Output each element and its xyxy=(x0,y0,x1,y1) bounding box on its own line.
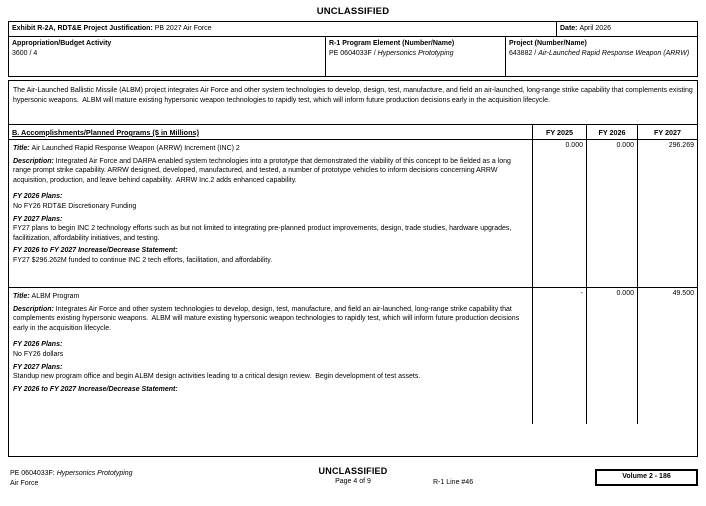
description-label: Description: xyxy=(13,305,56,313)
fy2027-plans xyxy=(13,215,528,244)
title-text: Air Launched Rapid Response Weapon (ARRW) Increment (INC) 2 xyxy=(31,145,240,152)
program-title xyxy=(13,292,528,302)
page-number: Page 4 of 9 xyxy=(335,477,371,485)
pe-number: PE 0604033F / xyxy=(329,49,378,57)
accomplishments-table xyxy=(8,80,698,457)
incdec-text: FY27 $296.262M funded to continue INC 2 tech efforts, facilitation, and affordability. xyxy=(13,256,273,264)
classification-text: UNCLASSIFIED xyxy=(316,6,390,17)
value-fy2025: - xyxy=(532,288,586,424)
value-fy2025: 0.000 xyxy=(532,140,586,287)
page-footer xyxy=(8,467,698,497)
project-label: Project (Number/Name) xyxy=(509,40,587,47)
title-label: Title: xyxy=(13,145,32,152)
value-fy2026: 0.000 xyxy=(586,140,637,287)
fy2026-plans xyxy=(13,192,528,211)
program-description xyxy=(13,157,528,186)
title-text: ALBM Program xyxy=(31,293,80,300)
footer-service: Air Force xyxy=(10,479,39,487)
exhibit-value: PB 2027 Air Force xyxy=(154,25,212,32)
fy2026-plans-label: FY 2026 Plans: xyxy=(13,341,63,349)
project-overview-text: The Air-Launched Ballistic Missile (ALBM) project integrates Air Force and other system technologies to develop, design, test, manufacture, and field an air-launched, long-range strike capability that complements existing hypersonic weapons. ALBM will mature existing hypersonic weapon technologies to rapidly test, which will inform future production decisions early in the acquisition lifecycle. xyxy=(13,87,695,104)
project-name: Air-Launched Rapid Response Weapon (ARRW) xyxy=(538,49,690,57)
section-header-cell xyxy=(9,125,532,139)
column-header-fy2027: FY 2027 xyxy=(637,125,697,139)
title-label: Title: xyxy=(13,293,32,300)
description-text: Integrates Air Force and other system technologies to develop, design, test, manufacture, and field an air-launched, long-range strike capability that complements existing hypersonic weapons. ALBM will mature existing hypersonic weapon technologies to rapidly test, which will inform future production decisions early in the acquisition lifecycle. xyxy=(13,305,522,332)
fy2027-plans-text: Standup new program office and begin ALBM design activities leading to a critical design review. Begin development of test assets. xyxy=(13,373,421,381)
fy2027-plans-text: FY27 plans to begin INC 2 technology efforts such as but not limited to integrating pre-planned product improvements, design, trade studies, hardware upgrades, facilitization, affordability initiatives, and testing. xyxy=(13,225,514,242)
volume-page-box: Volume 2 - 186 xyxy=(595,469,698,486)
project-value xyxy=(509,49,694,59)
incdec-label: FY 2026 to FY 2027 Increase/Decrease Statement: xyxy=(13,385,178,393)
footer-pe-name: Hypersonics Prototyping xyxy=(56,470,133,477)
fy2027-plans-label: FY 2027 Plans: xyxy=(13,363,63,371)
description-text: Integrated Air Force and DARPA enabled system technologies into a prototype that demonstrated the viability of this concept to be fielded as a long range prompt strike capability. ARRW designed, developed, manufactured, and tested, a number of prototype vehicles to inform decisions concerning ARRW acquisition, production, and leave behind capability. ARRW Inc.2 adds enhanced capability. xyxy=(13,157,513,184)
appropriation-header-table xyxy=(8,36,698,77)
value-fy2027: 49.500 xyxy=(637,288,697,424)
program-description xyxy=(13,305,528,334)
exhibit-label: Exhibit R-2A, RDT&E Project Justification: xyxy=(12,25,155,32)
table-header-row xyxy=(9,125,697,140)
date-value: April 2026 xyxy=(579,25,611,32)
fy2026-plans-label: FY 2026 Plans: xyxy=(13,193,63,201)
program-title xyxy=(13,144,528,154)
program-albm-narrative xyxy=(9,288,532,424)
exhibit-header-table xyxy=(8,21,698,37)
appropriation-label: Appropriation/Budget Activity xyxy=(12,40,112,47)
project-overview-row xyxy=(9,81,697,125)
appropriation-cell xyxy=(9,37,326,76)
r1-line-number: R-1 Line #46 xyxy=(433,479,474,486)
exhibit-title-cell xyxy=(9,22,557,36)
column-header-fy2025: FY 2025 xyxy=(532,125,586,139)
date-cell xyxy=(557,22,697,36)
date-label: Date: xyxy=(560,25,580,32)
project-number: 643882 / xyxy=(509,49,539,57)
classification-banner-bottom: UNCLASSIFIED xyxy=(318,466,388,476)
fy2026-plans-text: No FY26 RDT&E Discretionary Funding xyxy=(13,202,137,210)
table-blank-area xyxy=(9,424,697,456)
fy2026-plans-text: No FY26 dollars xyxy=(13,350,64,358)
program-element-value xyxy=(329,49,502,59)
increase-decrease-statement xyxy=(13,385,528,395)
incdec-label: FY 2026 to FY 2027 Increase/Decrease Statement: xyxy=(13,247,178,255)
pe-name: Hypersonics Prototyping xyxy=(377,49,454,57)
description-label: Description: xyxy=(13,157,56,165)
program-row-arrw xyxy=(9,140,697,288)
program-element-cell xyxy=(326,37,506,76)
increase-decrease-statement xyxy=(13,246,528,265)
fy2027-plans-label: FY 2027 Plans: xyxy=(13,215,63,223)
appropriation-value: 3600 / 4 xyxy=(12,49,38,57)
fy2027-plans xyxy=(13,363,528,382)
value-fy2027: 296.269 xyxy=(637,140,697,287)
project-cell xyxy=(506,37,697,76)
section-header-text: B. Accomplishments/Planned Programs ($ in Millions) xyxy=(12,128,200,137)
classification-banner-top xyxy=(0,0,706,17)
fy2026-plans xyxy=(13,340,528,359)
program-element-label: R-1 Program Element (Number/Name) xyxy=(329,40,455,47)
program-row-albm xyxy=(9,288,697,424)
column-header-fy2026: FY 2026 xyxy=(586,125,637,139)
program-arrw-narrative xyxy=(9,140,532,287)
footer-pe-prefix: PE 0604033F: xyxy=(10,470,57,477)
value-fy2026: 0.000 xyxy=(586,288,637,424)
